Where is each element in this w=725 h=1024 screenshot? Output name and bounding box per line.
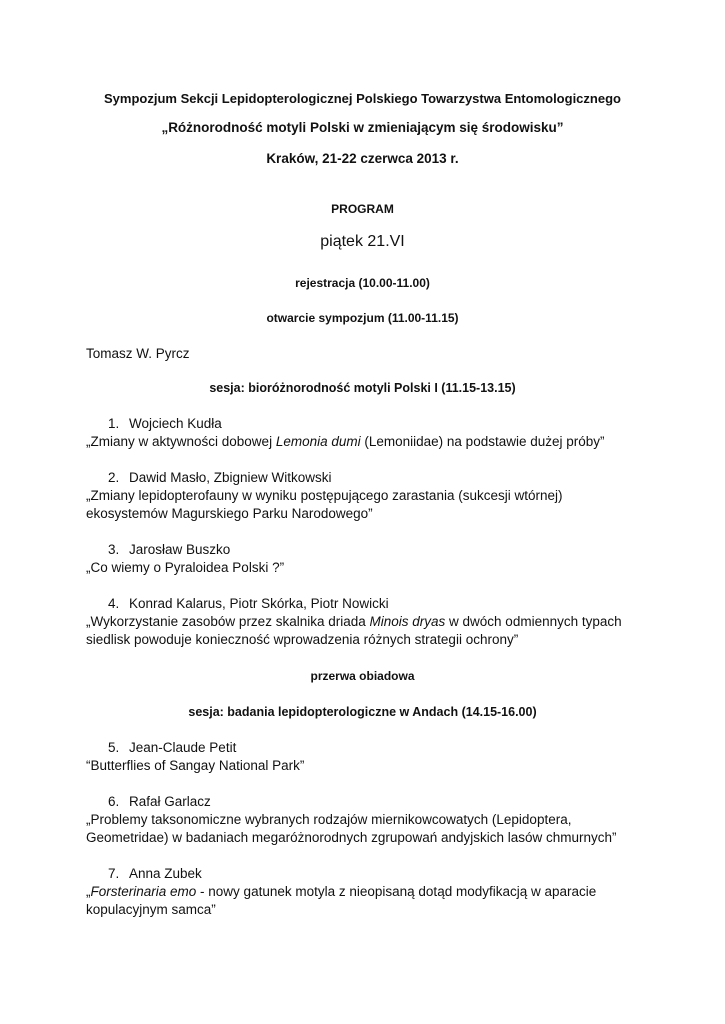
- talk-4-title-line-1: [86, 613, 622, 631]
- talk-authors: Konrad Kalarus, Piotr Skórka, Piotr Nowicki: [129, 596, 389, 611]
- title-text: w dwóch odmiennych typach: [445, 614, 622, 629]
- title-text: - nowy gatunek motyla z nieopisaną dotąd modyfikacją w aparacie: [196, 884, 597, 899]
- talk-3-title: „Co wiemy o Pyraloidea Polski ?”: [86, 560, 285, 575]
- talk-number: 5.: [108, 740, 120, 755]
- title-species: Minois dryas: [369, 614, 446, 629]
- talk-4-title-line-2: siedlisk powoduje konieczność wprowadzenia różnych strategii ochrony”: [86, 632, 519, 647]
- talk-authors: Jean-Claude Petit: [129, 740, 237, 755]
- talk-number: 4.: [108, 596, 120, 611]
- talk-7-title-line-2: kopulacyjnym samca”: [86, 902, 216, 917]
- opening-speaker: Tomasz W. Pyrcz: [86, 346, 190, 361]
- day-heading: piątek 21.VI: [320, 233, 405, 250]
- talk-number: 1.: [108, 416, 120, 431]
- talk-3-authors: [108, 541, 230, 559]
- talk-authors: Wojciech Kudła: [129, 416, 222, 431]
- talk-7-authors: [108, 865, 202, 883]
- talk-number: 3.: [108, 542, 120, 557]
- symposium-theme: „Różnorodność motyli Polski w zmieniającym się środowisku”: [161, 120, 564, 135]
- symposium-place-date: Kraków, 21-22 czerwca 2013 r.: [266, 151, 459, 166]
- symposium-title: Sympozjum Sekcji Lepidopterologicznej Polskiego Towarzystwa Entomologicznego: [104, 91, 621, 106]
- talk-4-authors: [108, 595, 389, 613]
- talk-6-title-line-2: Geometridae) w badaniach megaróżnorodnych zgrupowań andyjskich lasów chmurnych”: [86, 830, 617, 845]
- talk-5-title: “Butterflies of Sangay National Park”: [86, 758, 305, 773]
- lunch-break: przerwa obiadowa: [310, 669, 415, 683]
- talk-number: 6.: [108, 794, 120, 809]
- talk-authors: Dawid Masło, Zbigniew Witkowski: [129, 470, 332, 485]
- title-species: Lemonia dumi: [275, 434, 361, 449]
- session-1-heading: sesja: bioróżnorodność motyli Polski I (11.15-13.15): [209, 381, 516, 395]
- talk-6-title-line-1: „Problemy taksonomiczne wybranych rodzajów miernikowcowatych (Lepidoptera,: [86, 812, 572, 827]
- talk-7-title-line-1: [86, 883, 596, 901]
- talk-2-title-line-1: „Zmiany lepidopterofauny w wyniku postępującego zarastania (sukcesji wtórnej): [86, 488, 563, 503]
- talk-2-title-line-2: ekosystemów Magurskiego Parku Narodowego”: [86, 506, 373, 521]
- talk-authors: Jarosław Buszko: [129, 542, 231, 557]
- program-heading: PROGRAM: [331, 202, 394, 216]
- talk-6-authors: [108, 793, 211, 811]
- title-text: „: [86, 884, 91, 899]
- talk-1-authors: [108, 415, 222, 433]
- talk-authors: Anna Zubek: [129, 866, 202, 881]
- talk-1-title: [86, 433, 605, 451]
- opening-line: otwarcie sympozjum (11.00-11.15): [266, 311, 459, 325]
- title-text: „Wykorzystanie zasobów przez skalnika driada: [86, 614, 370, 629]
- talk-number: 7.: [108, 866, 120, 881]
- title-text: „Zmiany w aktywności dobowej: [86, 434, 276, 449]
- talk-number: 2.: [108, 470, 120, 485]
- talk-5-authors: [108, 739, 236, 757]
- title-species: Forsterinaria emo: [90, 884, 197, 899]
- session-2-heading: sesja: badania lepidopterologiczne w Andach (14.15-16.00): [188, 705, 537, 719]
- registration-line: rejestracja (10.00-11.00): [295, 276, 430, 290]
- talk-authors: Rafał Garlacz: [129, 794, 211, 809]
- talk-2-authors: [108, 469, 332, 487]
- title-text: (Lemoniidae) na podstawie dużej próby”: [360, 434, 605, 449]
